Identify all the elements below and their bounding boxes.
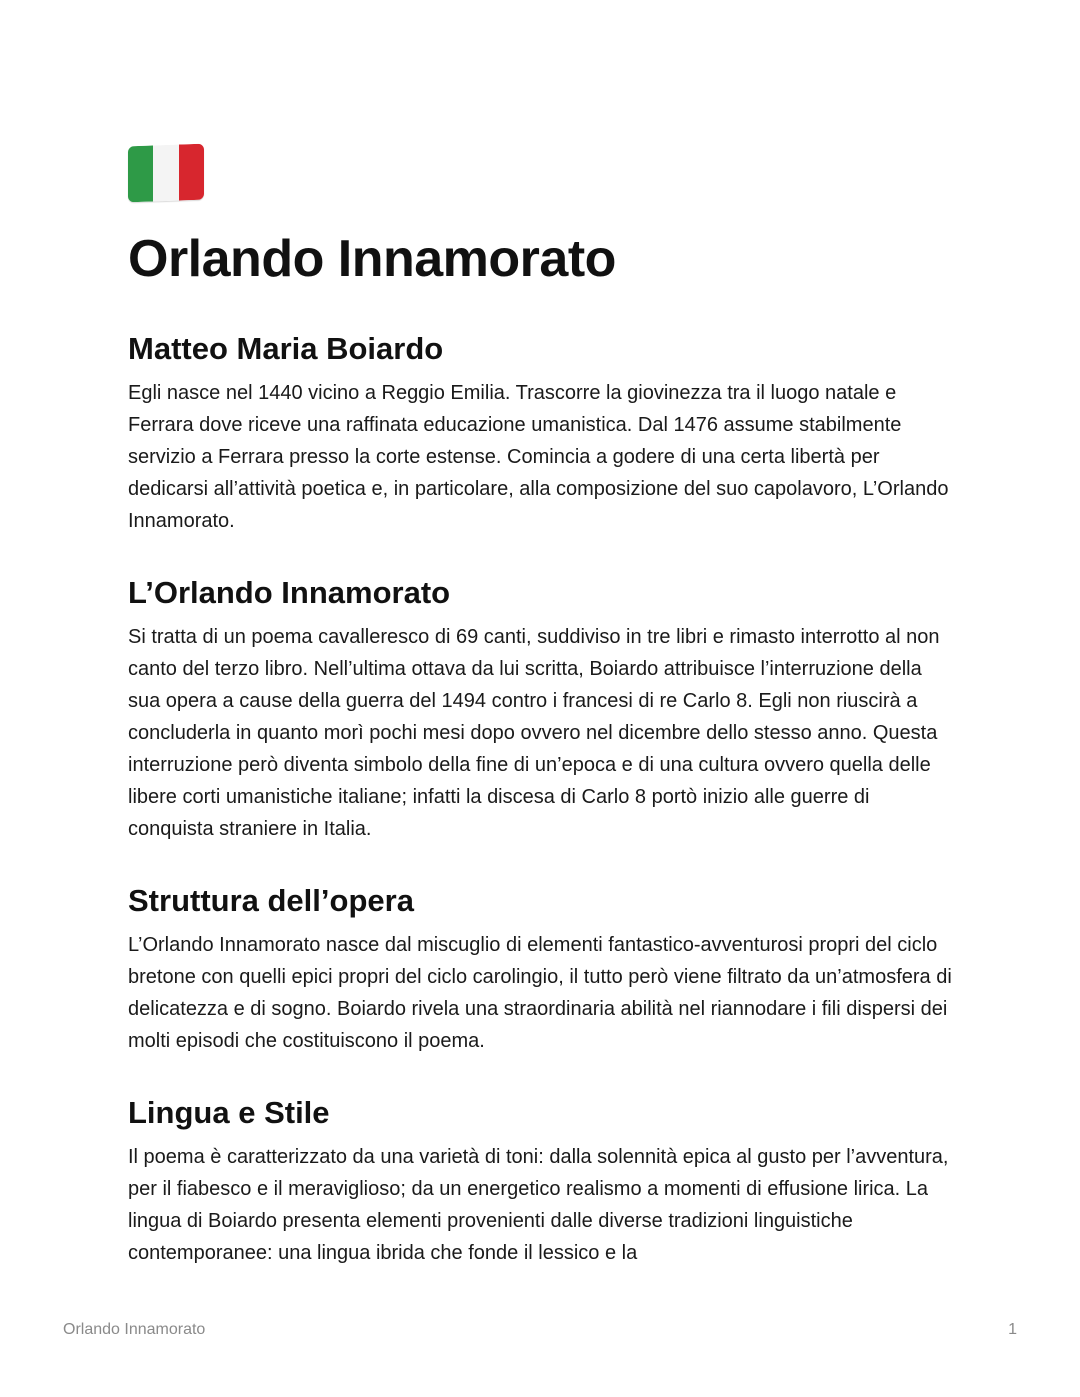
- flag-stripe-red: [179, 144, 204, 201]
- document-title: Orlando Innamorato: [128, 230, 616, 288]
- section-paragraph-orlando: Si tratta di un poema cavalleresco di 69 canti, suddiviso in tre libri e rimasto interrotto al non canto del terzo libro. Nell’ultima ottava da lui scritta, Boiardo attribuisce l’interruzione della sua opera a cause della guerra del 1494 contro i francesi di re Carlo 8. Egli non riuscirà a concluderla in quanto morì pochi mesi dopo ovvero nel dicembre dello stesso anno. Questa interruzione però diventa simbolo della fine di un’epoca e di una cultura ovvero quella delle libere corti umanistiche italiane; infatti la discesa di Carlo 8 portò inizio alle guerre di conquista straniere in Italia.: [128, 626, 940, 840]
- flag-stripe-green: [128, 145, 153, 202]
- section-heading-boiardo: Matteo Maria Boiardo: [128, 331, 444, 366]
- page-content: [128, 145, 958, 1269]
- section-paragraph-struttura: L’Orlando Innamorato nasce dal miscuglio di elementi fantastico-avventurosi propri del ciclo bretone con quelli epici propri del ciclo carolingio, il tutto però viene filtrato da un’atmosfera di delicatezza e di sogno. Boiardo rivela una straordinaria abilità nel riannodare i fili dispersi dei molti episodi che costituiscono il poema.: [128, 934, 952, 1052]
- section-heading-lingua: Lingua e Stile: [128, 1095, 330, 1130]
- flag-stripe-white: [153, 145, 178, 202]
- section-heading-orlando: L’Orlando Innamorato: [128, 575, 451, 610]
- section-paragraph-lingua: Il poema è caratterizzato da una varietà di toni: dalla solennità epica al gusto per l’avventura, per il fiabesco e il meraviglioso; da un energetico realismo a momenti di effusione lirica. La lingua di Boiardo presenta elementi provenienti dalle diverse tradizioni linguistiche contemporanee: una lingua ibrida che fonde il lessico e la: [128, 1146, 949, 1264]
- section-heading-struttura: Struttura dell’opera: [128, 883, 414, 918]
- section-paragraph-boiardo: Egli nasce nel 1440 vicino a Reggio Emilia. Trascorre la giovinezza tra il luogo natale e Ferrara dove riceve una raffinata educazione umanistica. Dal 1476 assume stabilmente servizio a Ferrara presso la corte estense. Comincia a godere di una certa libertà per dedicarsi all’attività poetica e, in particolare, alla composizione del suo capolavoro, L’Orlando Innamorato.: [128, 382, 949, 532]
- italy-flag-icon: [128, 144, 204, 203]
- footer-document-title: Orlando Innamorato: [63, 1321, 206, 1338]
- footer-page-number: 1: [1008, 1321, 1017, 1338]
